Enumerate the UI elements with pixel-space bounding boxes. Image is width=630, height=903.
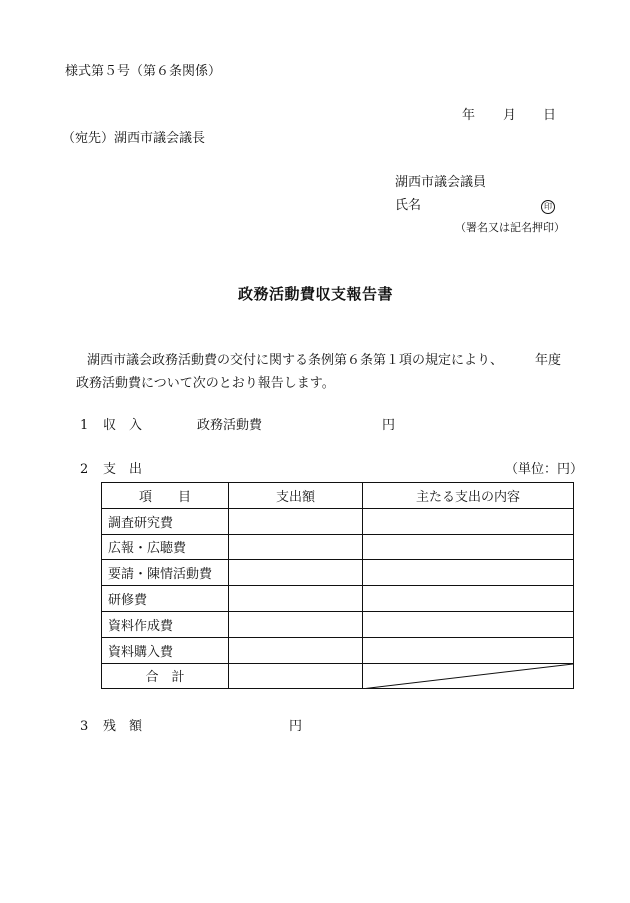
expense-unit-note: （単位：円） xyxy=(505,462,584,477)
addressee: （宛先）湖西市議会議長 xyxy=(62,131,206,146)
table-row xyxy=(102,611,574,637)
seal-icon: 印 xyxy=(541,198,555,214)
total-content-strike xyxy=(363,663,574,689)
content-cell[interactable] xyxy=(363,508,574,534)
content-cell[interactable] xyxy=(363,560,574,586)
amount-cell[interactable] xyxy=(229,637,363,663)
intro-line-1: 湖西市議会政務活動費の交付に関する条例第６条第１項の規定により、 xyxy=(87,353,504,368)
header-item: 項 目 xyxy=(102,483,229,509)
table-row xyxy=(102,534,574,560)
income-label: 収 入 xyxy=(103,418,143,433)
content-cell[interactable] xyxy=(363,611,574,637)
balance-unit: 円 xyxy=(289,719,303,734)
total-amount-cell[interactable] xyxy=(229,663,363,689)
row-item: 研修費 xyxy=(102,586,229,612)
income-item: 政務活動費 xyxy=(197,418,263,433)
content-cell[interactable] xyxy=(363,534,574,560)
content-cell[interactable] xyxy=(363,586,574,612)
row-item: 調査研究費 xyxy=(102,508,229,534)
row-item: 広報・広聴費 xyxy=(102,534,229,560)
expense-label: 支 出 xyxy=(103,462,143,477)
amount-cell[interactable] xyxy=(229,508,363,534)
table-row xyxy=(102,560,574,586)
table-row xyxy=(102,637,574,663)
amount-cell[interactable] xyxy=(229,560,363,586)
row-item: 資料購入費 xyxy=(102,637,229,663)
amount-cell[interactable] xyxy=(229,534,363,560)
diagonal-line-icon xyxy=(363,664,573,689)
amount-cell[interactable] xyxy=(229,611,363,637)
sender-role: 湖西市議会議員 xyxy=(395,175,487,190)
intro-fiscal-year: 年度 xyxy=(535,353,562,368)
row-item: 資料作成費 xyxy=(102,611,229,637)
sender-name-label: 氏名 xyxy=(395,198,422,213)
table-header-row xyxy=(102,483,574,509)
total-label: 合 計 xyxy=(102,663,229,689)
table-row xyxy=(102,586,574,612)
income-unit: 円 xyxy=(382,418,396,433)
row-item: 要請・陳情活動費 xyxy=(102,560,229,586)
signature-note: （署名又は記名押印） xyxy=(455,221,565,234)
document-title: 政務活動費収支報告書 xyxy=(238,285,394,303)
content-cell[interactable] xyxy=(363,637,574,663)
total-row xyxy=(102,663,574,689)
date-day-label: 日 xyxy=(543,108,557,123)
intro-line-2: 政務活動費について次のとおり報告します。 xyxy=(76,376,335,391)
header-content: 主たる支出の内容 xyxy=(363,483,574,509)
income-number: 1 xyxy=(80,418,89,433)
balance-label: 残 額 xyxy=(103,719,143,734)
date-month-label: 月 xyxy=(503,108,517,123)
balance-number: 3 xyxy=(80,719,89,734)
date-year-label: 年 xyxy=(462,108,476,123)
expense-table xyxy=(101,482,574,689)
expense-number: 2 xyxy=(80,462,89,477)
header-amount: 支出額 xyxy=(229,483,363,509)
form-number: 様式第５号（第６条関係） xyxy=(65,64,222,79)
table-row xyxy=(102,508,574,534)
amount-cell[interactable] xyxy=(229,586,363,612)
